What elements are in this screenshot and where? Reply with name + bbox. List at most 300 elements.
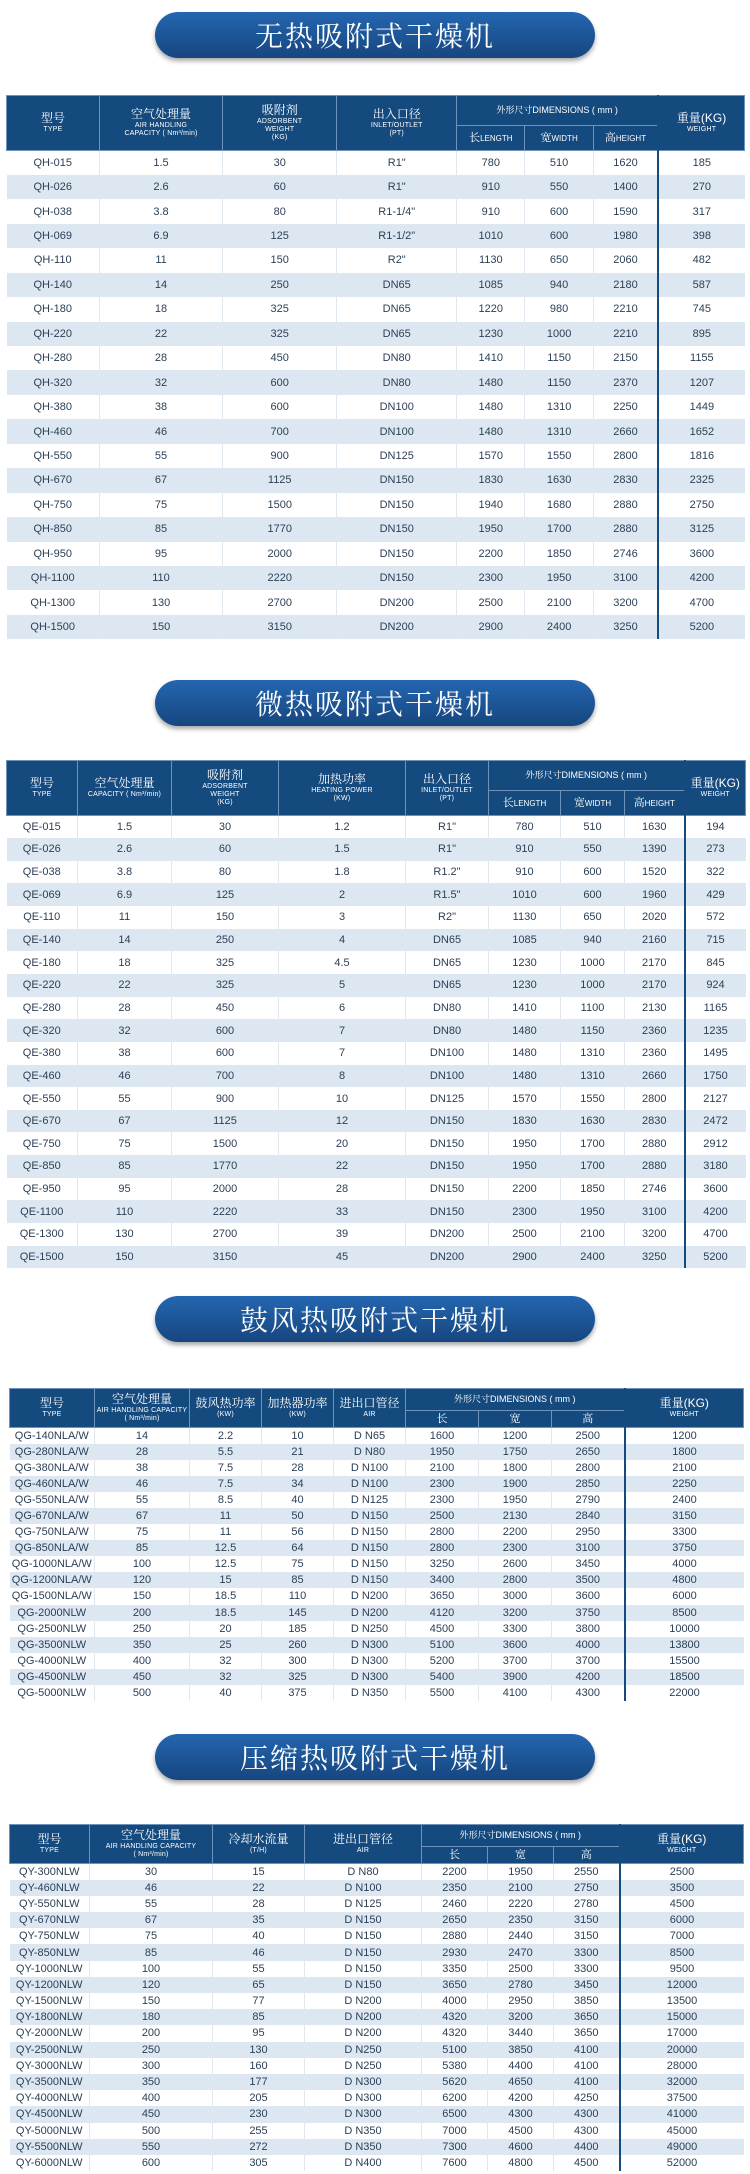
table-cell: DN200 xyxy=(406,1246,489,1269)
table-cell: 2100 xyxy=(625,1460,744,1476)
table-cell: 1950 xyxy=(479,1492,552,1508)
table-row xyxy=(7,395,745,419)
table-cell: QE-670 xyxy=(7,1110,78,1133)
table-cell: 3600 xyxy=(479,1637,552,1653)
table-cell: 700 xyxy=(172,1065,279,1088)
table-cell: D N150 xyxy=(334,1508,406,1524)
dimension-header xyxy=(488,1847,554,1864)
table-cell: 3.8 xyxy=(99,199,222,223)
table-cell: QH-320 xyxy=(7,370,100,394)
table-cell: QY-460NLW xyxy=(10,1880,90,1896)
table-cell: 5200 xyxy=(406,1653,479,1669)
table-row xyxy=(7,951,746,974)
table-cell: D N150 xyxy=(305,1912,422,1928)
table-cell: QG-850NLA/W xyxy=(10,1540,95,1556)
table-row xyxy=(7,224,745,248)
table-cell: 2350 xyxy=(488,1912,554,1928)
column-header xyxy=(10,1825,90,1864)
table-cell: 32000 xyxy=(620,2074,744,2090)
table-cell: 28 xyxy=(95,1444,190,1460)
table-row xyxy=(7,1042,746,1065)
table-cell: 46 xyxy=(90,1880,213,1896)
table-cell: 587 xyxy=(658,273,744,297)
column-header xyxy=(99,96,222,151)
table-cell: DN65 xyxy=(406,929,489,952)
table-cell: 55 xyxy=(99,444,222,468)
table-cell: 1750 xyxy=(685,1065,746,1088)
table-cell: 2300 xyxy=(406,1476,479,1492)
table-cell: 5 xyxy=(279,974,406,997)
table-cell: QG-280NLA/W xyxy=(10,1444,95,1460)
table-cell: 14 xyxy=(99,273,222,297)
table-cell: R2" xyxy=(337,248,457,272)
column-header-sub: (KG) xyxy=(271,133,288,141)
table-cell: 3180 xyxy=(685,1155,746,1178)
table-cell: DN200 xyxy=(406,1223,489,1246)
table-cell: 3850 xyxy=(554,1993,620,2009)
table-cell: 2500 xyxy=(457,590,525,614)
table-cell: 4800 xyxy=(625,1572,744,1588)
table-row xyxy=(7,517,745,541)
table-cell: 1900 xyxy=(479,1476,552,1492)
section-title-wrap xyxy=(0,1296,750,1346)
table-cell: DN100 xyxy=(337,419,457,443)
table-cell: 1950 xyxy=(488,1864,554,1880)
table-cell: DN150 xyxy=(337,542,457,566)
table-row xyxy=(10,1653,744,1669)
table-cell: 8500 xyxy=(620,1944,744,1960)
table-cell: 150 xyxy=(99,615,222,639)
column-header-sub: ( Nm³/min) xyxy=(133,1850,169,1858)
table-cell: QG-1000NLA/W xyxy=(10,1556,95,1572)
table-cell: QH-1100 xyxy=(7,566,100,590)
table-row xyxy=(10,1961,744,1977)
table-row xyxy=(10,1572,744,1588)
table-cell: 95 xyxy=(78,1178,172,1201)
table-cell: D N150 xyxy=(334,1540,406,1556)
table-cell: D N350 xyxy=(305,2139,422,2155)
table-cell: 20000 xyxy=(620,2042,744,2058)
table-cell: 2746 xyxy=(593,542,658,566)
table-cell: 32 xyxy=(190,1653,262,1669)
table-cell: 17000 xyxy=(620,2025,744,2041)
table-row xyxy=(7,997,746,1020)
table-cell: 1130 xyxy=(457,248,525,272)
table-cell: 3300 xyxy=(554,1961,620,1977)
table-cell: DN150 xyxy=(337,566,457,590)
table-cell: 67 xyxy=(95,1508,190,1524)
table-cell: 900 xyxy=(223,444,337,468)
table-cell: 11 xyxy=(190,1524,262,1540)
table-cell: QE-1500 xyxy=(7,1246,78,1269)
column-header xyxy=(334,1389,406,1428)
column-header xyxy=(406,1389,625,1411)
table-cell: 2780 xyxy=(488,1977,554,1993)
table-cell: 600 xyxy=(223,370,337,394)
table-cell: 650 xyxy=(561,906,625,929)
table-cell: 2200 xyxy=(479,1524,552,1540)
table-cell: 12.5 xyxy=(190,1540,262,1556)
table-cell: 2180 xyxy=(593,273,658,297)
table-cell: 1010 xyxy=(457,224,525,248)
column-header xyxy=(279,761,406,816)
table-cell: QE-1100 xyxy=(7,1200,78,1223)
table-cell: 35 xyxy=(213,1912,305,1928)
table-cell: 4300 xyxy=(552,1685,625,1701)
table-cell: 450 xyxy=(90,2106,213,2122)
table-cell: 1950 xyxy=(457,517,525,541)
table-cell: 2100 xyxy=(561,1223,625,1246)
section-title-wrap xyxy=(0,680,750,730)
table-cell: 194 xyxy=(685,816,746,839)
table-cell: 40 xyxy=(262,1492,334,1508)
table-cell: 6000 xyxy=(625,1588,744,1604)
table-row xyxy=(7,861,746,884)
column-header xyxy=(620,1825,744,1864)
table-cell: D N250 xyxy=(305,2042,422,2058)
table-cell: 4400 xyxy=(554,2139,620,2155)
table-cell: 1950 xyxy=(561,1200,625,1223)
table-cell: 200 xyxy=(95,1605,190,1621)
column-header-label: 加热功率 xyxy=(317,772,366,787)
section-title: 微热吸附式干燥机 xyxy=(155,680,595,726)
table-cell: QH-015 xyxy=(7,151,100,175)
table-row xyxy=(7,1132,746,1155)
table-cell: 322 xyxy=(685,861,746,884)
table-cell: 3700 xyxy=(479,1653,552,1669)
table-row xyxy=(7,370,745,394)
table-cell: 8.5 xyxy=(190,1492,262,1508)
table-cell: QE-069 xyxy=(7,883,78,906)
table-cell: 180 xyxy=(90,2009,213,2025)
table-cell: 18500 xyxy=(625,1669,744,1685)
table-cell: DN100 xyxy=(406,1042,489,1065)
table-cell: 325 xyxy=(172,951,279,974)
table-cell: 185 xyxy=(658,151,744,175)
table-cell: QH-950 xyxy=(7,542,100,566)
table-cell: 1700 xyxy=(525,517,593,541)
table-cell: 4200 xyxy=(658,566,744,590)
table-cell: 2500 xyxy=(489,1223,561,1246)
table-cell: 56 xyxy=(262,1524,334,1540)
table-cell: 1150 xyxy=(525,346,593,370)
table-cell: 3000 xyxy=(479,1588,552,1604)
table-cell: 4800 xyxy=(488,2155,554,2171)
column-header-label: 重量(KG) xyxy=(659,1396,709,1411)
table-cell: D N150 xyxy=(334,1572,406,1588)
table-cell: 12 xyxy=(279,1110,406,1133)
dimension-header-label: 长 xyxy=(436,1412,448,1425)
table-cell: 50 xyxy=(262,1508,334,1524)
table-row xyxy=(7,151,745,175)
table-cell: 3600 xyxy=(658,542,744,566)
table-cell: 55 xyxy=(78,1087,172,1110)
table-row xyxy=(10,2090,744,2106)
table-row xyxy=(7,906,746,929)
table-row xyxy=(7,346,745,370)
table-cell: 33 xyxy=(279,1200,406,1223)
table-cell: 38 xyxy=(78,1042,172,1065)
table-cell: D N400 xyxy=(305,2155,422,2171)
table-cell: 3500 xyxy=(620,1880,744,1896)
table-cell: R1" xyxy=(406,816,489,839)
table-cell: 4000 xyxy=(422,1993,488,2009)
table-cell: 1570 xyxy=(489,1087,561,1110)
dimension-header xyxy=(422,1847,488,1864)
table-cell: 1950 xyxy=(489,1155,561,1178)
table-cell: 1000 xyxy=(561,974,625,997)
table-cell: 30 xyxy=(90,1864,213,1880)
table-cell: 260 xyxy=(262,1637,334,1653)
table-cell: D N200 xyxy=(305,2009,422,2025)
column-header-label: 外形尺寸DIMENSIONS ( mm ) xyxy=(459,1830,581,1841)
table-cell: 60 xyxy=(223,175,337,199)
table-cell: 2000 xyxy=(172,1178,279,1201)
table-cell: 95 xyxy=(213,2025,305,2041)
table-cell: 3900 xyxy=(479,1669,552,1685)
table-cell: 18.5 xyxy=(190,1605,262,1621)
table-cell: 2200 xyxy=(457,542,525,566)
table-cell: QG-5000NLW xyxy=(10,1685,95,1701)
table-cell: 2700 xyxy=(223,590,337,614)
table-cell: 3200 xyxy=(625,1223,685,1246)
table-cell: QE-1300 xyxy=(7,1223,78,1246)
table-row xyxy=(7,248,745,272)
table-cell: 3250 xyxy=(593,615,658,639)
table-cell: 3 xyxy=(279,906,406,929)
table-cell: DN80 xyxy=(337,370,457,394)
table-row xyxy=(10,1588,744,1604)
table-cell: 34 xyxy=(262,1476,334,1492)
table-cell: 375 xyxy=(262,1685,334,1701)
table-cell: 6500 xyxy=(422,2106,488,2122)
dimension-header-sub: HEIGHT xyxy=(644,798,675,808)
table-cell: 2000 xyxy=(223,542,337,566)
table-cell: 2127 xyxy=(685,1087,746,1110)
table-cell: 2880 xyxy=(625,1132,685,1155)
table-cell: 6200 xyxy=(422,2090,488,2106)
table-cell: 4100 xyxy=(554,2058,620,2074)
dimension-header xyxy=(554,1847,620,1864)
table-cell: 2880 xyxy=(422,1928,488,1944)
table-cell: 1550 xyxy=(561,1087,625,1110)
table-cell: 1630 xyxy=(525,468,593,492)
table-cell: 6000 xyxy=(620,1912,744,1928)
table-cell: 1500 xyxy=(172,1132,279,1155)
table-cell: 75 xyxy=(262,1556,334,1572)
table-cell: 2020 xyxy=(625,906,685,929)
table-cell: 110 xyxy=(78,1200,172,1223)
table-cell: 160 xyxy=(213,2058,305,2074)
section-title-wrap xyxy=(0,12,750,62)
table-cell: 32 xyxy=(78,1019,172,1042)
table-cell: 5200 xyxy=(685,1246,746,1269)
table-cell: 910 xyxy=(489,861,561,884)
table-cell: 2250 xyxy=(625,1476,744,1492)
table-cell: QY-1200NLW xyxy=(10,1977,90,1993)
table-cell: 100 xyxy=(95,1556,190,1572)
table-cell: QH-460 xyxy=(7,419,100,443)
table-cell: 1830 xyxy=(489,1110,561,1133)
table-cell: QY-4000NLW xyxy=(10,2090,90,2106)
table-cell: 67 xyxy=(90,1912,213,1928)
table-cell: 15 xyxy=(213,1864,305,1880)
table-cell: 8500 xyxy=(625,1605,744,1621)
column-header-label: 型号 xyxy=(39,1396,64,1411)
table-cell: 2800 xyxy=(593,444,658,468)
table-cell: 2400 xyxy=(625,1492,744,1508)
table-cell: 980 xyxy=(525,297,593,321)
table-cell: 7.5 xyxy=(190,1460,262,1476)
table-cell: 2360 xyxy=(625,1019,685,1042)
table-cell: 3450 xyxy=(552,1556,625,1572)
table-cell: 2370 xyxy=(593,370,658,394)
table-cell: 2500 xyxy=(488,1961,554,1977)
dimension-header-label: 高 xyxy=(604,131,616,144)
table-cell: 2800 xyxy=(406,1524,479,1540)
table-cell: QG-460NLA/W xyxy=(10,1476,95,1492)
table-cell: 250 xyxy=(90,2042,213,2058)
table-cell: 3750 xyxy=(552,1605,625,1621)
dimension-header-label: 高 xyxy=(633,796,645,809)
table-cell: 500 xyxy=(95,1685,190,1701)
table-cell: QE-850 xyxy=(7,1155,78,1178)
column-header-label: 进出口管径 xyxy=(339,1396,400,1411)
table-cell: DN65 xyxy=(337,273,457,297)
table-cell: QH-550 xyxy=(7,444,100,468)
column-header-sub: (KW) xyxy=(217,1410,234,1418)
table-cell: 1100 xyxy=(561,997,625,1020)
table-cell: 510 xyxy=(525,151,593,175)
table-cell: 600 xyxy=(172,1019,279,1042)
table-row xyxy=(7,615,745,639)
table-cell: 1590 xyxy=(593,199,658,223)
column-header-sub: (KG) xyxy=(217,798,233,806)
table-cell: 2500 xyxy=(406,1508,479,1524)
table-cell: DN65 xyxy=(406,974,489,997)
table-cell: 3650 xyxy=(406,1588,479,1604)
table-cell: 7.5 xyxy=(190,1476,262,1492)
table-cell: 200 xyxy=(90,2025,213,2041)
table-row xyxy=(10,1540,744,1556)
table-cell: 5100 xyxy=(422,2042,488,2058)
table-row xyxy=(10,1944,744,1960)
table-cell: 3100 xyxy=(552,1540,625,1556)
table-cell: QH-069 xyxy=(7,224,100,248)
table-cell: 7 xyxy=(279,1019,406,1042)
table-cell: 5200 xyxy=(658,615,744,639)
table-cell: D N300 xyxy=(334,1637,406,1653)
table-cell: 28 xyxy=(213,1896,305,1912)
column-header-label: 吸附剂 xyxy=(206,768,243,783)
column-header xyxy=(658,96,744,151)
table-cell: 600 xyxy=(525,199,593,223)
table-cell: QY-1000NLW xyxy=(10,1961,90,1977)
table-cell: 715 xyxy=(685,929,746,952)
table-cell: 77 xyxy=(213,1993,305,2009)
column-header-sub: TYPE xyxy=(43,125,63,133)
table-cell: 1150 xyxy=(561,1019,625,1042)
table-cell: 600 xyxy=(90,2155,213,2171)
column-header-label: 外形尺寸DIMENSIONS ( mm ) xyxy=(496,105,618,116)
column-header xyxy=(337,96,457,151)
table-cell: QG-3500NLW xyxy=(10,1637,95,1653)
column-header-sub: INLET/OUTLET xyxy=(370,121,423,129)
table-cell: QY-550NLW xyxy=(10,1896,90,1912)
table-cell: 3750 xyxy=(625,1540,744,1556)
column-header-label: 鼓风热功率 xyxy=(195,1396,256,1411)
table-cell: 1410 xyxy=(489,997,561,1020)
table-cell: QG-1500NLA/W xyxy=(10,1588,95,1604)
table-cell: QH-280 xyxy=(7,346,100,370)
table-row xyxy=(7,929,746,952)
table-cell: 46 xyxy=(78,1065,172,1088)
table-cell: 4600 xyxy=(488,2139,554,2155)
table-cell: DN125 xyxy=(406,1087,489,1110)
table-cell: 4400 xyxy=(488,2058,554,2074)
table-cell: 255 xyxy=(213,2123,305,2139)
column-header-label: 加热器功率 xyxy=(267,1396,328,1411)
table-cell: 2650 xyxy=(422,1912,488,1928)
column-header-label: 空气处理量 xyxy=(111,1392,172,1407)
table-cell: R1" xyxy=(406,838,489,861)
table-cell: 2800 xyxy=(406,1540,479,1556)
table-cell: 5380 xyxy=(422,2058,488,2074)
table-cell: 600 xyxy=(223,395,337,419)
table-cell: 5400 xyxy=(406,1669,479,1685)
table-cell: 110 xyxy=(262,1588,334,1604)
table-cell: 2750 xyxy=(658,493,744,517)
column-header-sub: (KW) xyxy=(289,1410,306,1418)
table-cell: QY-4500NLW xyxy=(10,2106,90,2122)
table-cell: QE-220 xyxy=(7,974,78,997)
table-cell: 1700 xyxy=(561,1132,625,1155)
column-header-label: 外形尺寸DIMENSIONS ( mm ) xyxy=(525,770,647,781)
table-cell: 250 xyxy=(223,273,337,297)
table-cell: 15000 xyxy=(620,2009,744,2025)
table-cell: 41000 xyxy=(620,2106,744,2122)
table-cell: 6.9 xyxy=(99,224,222,248)
table-cell: QY-1800NLW xyxy=(10,2009,90,2025)
table-cell: 130 xyxy=(78,1223,172,1246)
table-row xyxy=(10,1880,744,1896)
table-cell: QY-2500NLW xyxy=(10,2042,90,2058)
table-cell: 2500 xyxy=(620,1864,744,1880)
table-cell: 1085 xyxy=(489,929,561,952)
table-cell: 22 xyxy=(78,974,172,997)
table-cell: 1850 xyxy=(561,1178,625,1201)
table-row xyxy=(10,2009,744,2025)
table-cell: 2912 xyxy=(685,1132,746,1155)
column-header-sub: ADSORBENT xyxy=(257,117,303,125)
column-header-sub: CAPACITY ( Nm³/min) xyxy=(87,790,162,798)
table-cell: 40 xyxy=(190,1685,262,1701)
table-cell: 2500 xyxy=(552,1428,625,1444)
table-cell: 4300 xyxy=(554,2106,620,2122)
table-cell: 510 xyxy=(561,816,625,839)
table-cell: D N150 xyxy=(305,1977,422,1993)
table-cell: 2300 xyxy=(406,1492,479,1508)
table-cell: 12.5 xyxy=(190,1556,262,1572)
table-cell: 2150 xyxy=(593,346,658,370)
table-cell: 11 xyxy=(99,248,222,272)
table-cell: 4100 xyxy=(554,2074,620,2090)
table-cell: QH-220 xyxy=(7,322,100,346)
table-cell: 3300 xyxy=(625,1524,744,1540)
table-row xyxy=(7,199,745,223)
table-cell: 1480 xyxy=(489,1019,561,1042)
column-header-sub: AIR HANDLING CAPACITY xyxy=(96,1406,188,1414)
